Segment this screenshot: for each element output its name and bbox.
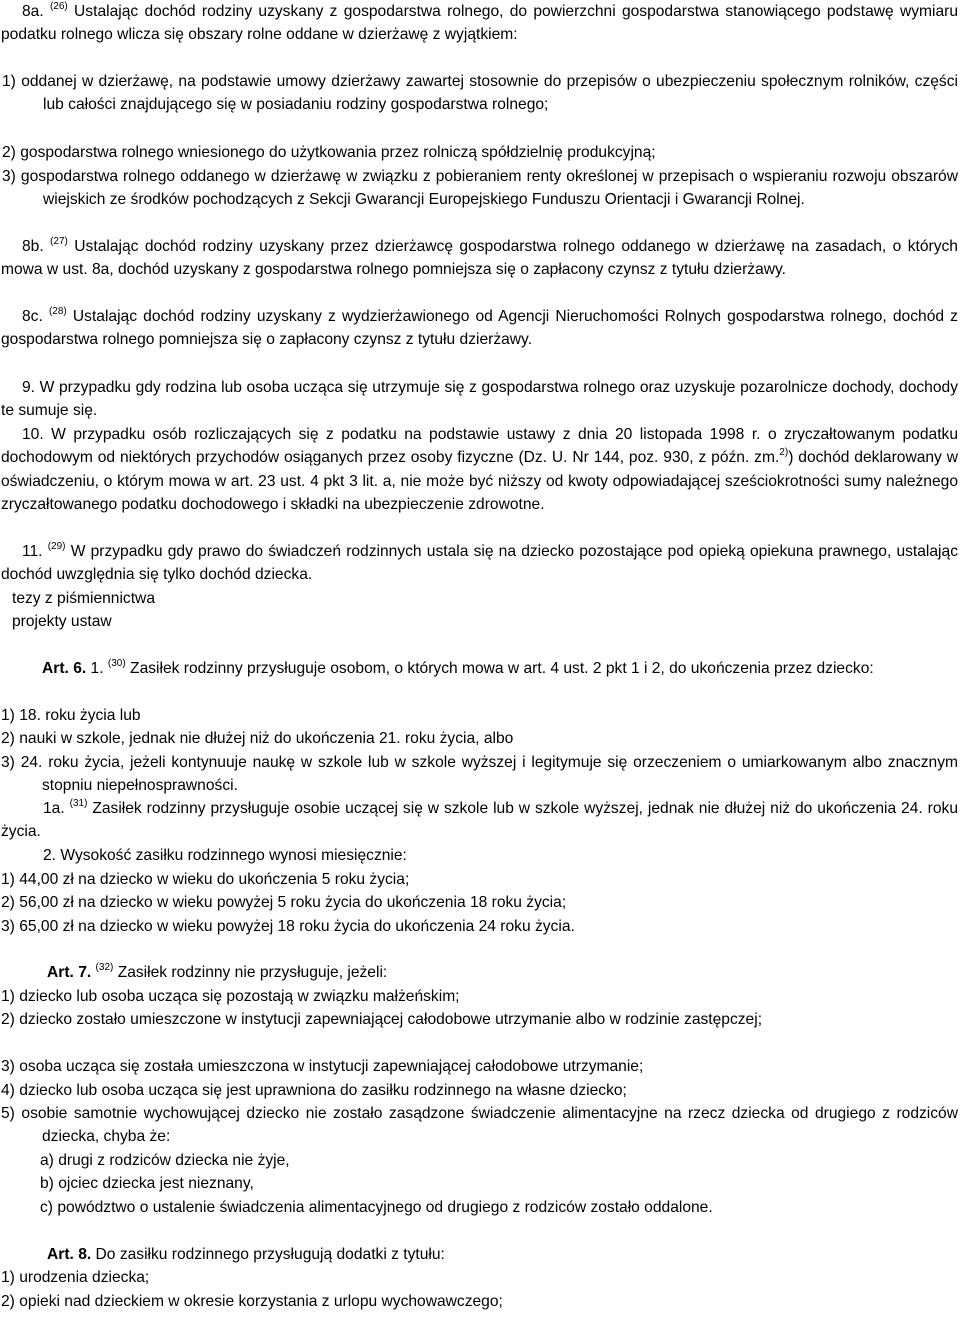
paragraph-number: 9.: [22, 379, 36, 396]
list-number: 3): [2, 168, 16, 185]
paragraph-number: 2.: [43, 847, 57, 864]
sublist-letter: c): [40, 1199, 53, 1216]
list-text: nauki w szkole, jednak nie dłużej niż do ukończenia 21. roku życia, albo: [19, 730, 514, 747]
commentary-link-label: tezy z piśmiennictwa: [12, 590, 155, 607]
sublist-item: [1, 1149, 958, 1172]
sublist-item: [1, 1172, 958, 1195]
article-heading: Art. 6.: [42, 660, 87, 677]
list-item: [1, 70, 958, 117]
sublist-text: powództwo o ustalenie świadczenia alimentacyjnego od drugiego z rodziców zostało oddalone.: [57, 1199, 713, 1216]
list-text: osoba ucząca się została umieszczona w instytucji zapewniającej całodobowe utrzymanie;: [19, 1058, 644, 1075]
list-number: 2): [1, 1011, 15, 1028]
footnote-ref: (27): [50, 236, 68, 247]
paragraph-text: W przypadku gdy rodzina lub osoba ucząca się utrzymuje się z gospodarstwa rolnego oraz uzyskuje pozarolnicze dochody, dochody te sumuje się.: [1, 379, 958, 420]
footnote-ref: (29): [47, 541, 66, 552]
paragraph-text: Ustalając dochód rodziny uzyskany z wydzierżawionego od Agencji Nieruchomości Rolnych gospodarstwa rolnego, dochód z gospodarstwa rolnego pomniejsza się o zapłacony czynsz z tytułu dzierżawy.: [1, 308, 958, 349]
list-number: 4): [1, 1082, 15, 1099]
list-text: 18. roku życia lub: [19, 707, 141, 724]
list-item: [1, 1102, 958, 1149]
commentary-link[interactable]: [12, 587, 958, 610]
article-6-paragraph-1: [1, 657, 958, 680]
list-text: urodzenia dziecka;: [19, 1269, 150, 1286]
list-item: [1, 751, 958, 798]
list-item: [1, 868, 958, 891]
list-item: [1, 1290, 958, 1313]
footnote-ref: (30): [107, 658, 126, 669]
article-6-paragraph-1a: [1, 797, 958, 844]
footnote-ref: (31): [69, 798, 88, 809]
list-text: 24. roku życia, jeżeli kontynuuje naukę w szkole lub w szkole wyższej i legitymuje się orzeczeniem o umiarkowanym albo znacznym stopniu niepełnosprawności.: [20, 754, 958, 795]
paragraph-number: 11.: [22, 543, 43, 560]
list-text: 56,00 zł na dziecko w wieku powyżej 5 roku życia do ukończenia 18 roku życia;: [19, 894, 567, 911]
list-text: osobie samotnie wychowującej dziecko nie zostało zasądzone świadczenie alimentacyjne na rzecz dziecka od drugiego z rodziców dziecka, chyba że:: [21, 1105, 958, 1146]
paragraph-8a: [1, 0, 958, 47]
list-text: dziecko zostało umieszczone w instytucji zapewniającej całodobowe utrzymanie albo w rodzinie zastępczej;: [19, 1011, 763, 1028]
list-item: [1, 704, 958, 727]
paragraph-text: Do zasiłku rodzinnego przysługują dodatki z tytułu:: [95, 1246, 445, 1263]
paragraph-10: [1, 423, 958, 517]
list-number: 2): [1, 1293, 15, 1310]
paragraph-9: [1, 376, 958, 423]
sublist-text: ojciec dziecka jest nieznany,: [58, 1175, 254, 1192]
paragraph-11: [1, 540, 958, 587]
list-item: [1, 727, 958, 750]
list-item: [1, 1008, 958, 1031]
article-6-paragraph-2: [1, 844, 958, 867]
paragraph-text: ) dochód deklarowany w oświadczeniu, o którym mowa w art. 23 ust. 4 pkt 3 lit. a, nie może być niższy od kwoty odpowiadającej sześciokrotności sumy należnego zryczałtowanego podatku dochodowego i składki na ubezpieczenie zdrowotne.: [1, 449, 958, 514]
article-heading: Art. 7.: [47, 964, 92, 981]
list-number: 2): [1, 894, 15, 911]
paragraph-number: 1.: [90, 660, 104, 677]
list-number: 3): [1, 918, 15, 935]
footnote-ref: (26): [49, 1, 68, 12]
article-8: [1, 1243, 958, 1266]
paragraph-text: Zasiłek rodzinny nie przysługuje, jeżeli:: [117, 964, 388, 981]
list-number: 1): [1, 1269, 15, 1286]
list-item: [1, 1055, 958, 1078]
list-number: 1): [1, 988, 15, 1005]
paragraph-number: 8a.: [22, 3, 44, 20]
draft-laws-link[interactable]: [12, 610, 958, 633]
list-number: 1): [2, 73, 16, 90]
list-number: 1): [1, 707, 15, 724]
footnote-ref: (32): [95, 962, 114, 973]
paragraph-8b: [1, 235, 958, 282]
list-item: [1, 985, 958, 1008]
paragraph-8c: [1, 305, 958, 352]
list-text: oddanej w dzierżawę, na podstawie umowy dzierżawy zawartej stosownie do przepisów o ubezpieczeniu społecznym rolników, części lub całości znajdującego się w posiadaniu rodziny gospodarstwa rolnego;: [21, 73, 958, 114]
paragraph-text: Ustalając dochód rodziny uzyskany z gospodarstwa rolnego, do powierzchni gospodarstwa stanowiącego podstawę wymiaru podatku rolnego wlicza się obszary rolne oddane w dzierżawę z wyjątkiem:: [1, 3, 958, 44]
list-number: 5): [1, 1105, 15, 1122]
paragraph-text: Ustalając dochód rodziny uzyskany przez dzierżawcę gospodarstwa rolnego oddanego w dzierżawę na zasadach, o których mowa w ust. 8a, dochód uzyskany z gospodarstwa rolnego pomniejsza się o zapłacony czynsz z tytułu dzierżawy.: [1, 238, 958, 279]
article-heading: Art. 8.: [47, 1246, 92, 1263]
paragraph-text: Zasiłek rodzinny przysługuje osobie uczącej się w szkole lub w szkole wyższej, jednak nie dłużej niż do ukończenia 24. roku życia.: [1, 800, 958, 841]
list-item: [1, 141, 958, 164]
list-number: 3): [1, 754, 15, 771]
list-number: 1): [1, 871, 15, 888]
paragraph-number: 10.: [22, 426, 44, 443]
draft-laws-link-label: projekty ustaw: [12, 613, 112, 630]
list-item: [1, 165, 958, 212]
list-text: 65,00 zł na dziecko w wieku powyżej 18 roku życia do ukończenia 24 roku życia.: [19, 918, 575, 935]
paragraph-text: Wysokość zasiłku rodzinnego wynosi miesięcznie:: [60, 847, 407, 864]
list-item: [1, 1079, 958, 1102]
footnote-ref: 2): [779, 447, 789, 459]
sublist-text: drugi z rodziców dziecka nie żyje,: [58, 1152, 290, 1169]
list-text: 44,00 zł na dziecko w wieku do ukończenia 5 roku życia;: [19, 871, 410, 888]
paragraph-number: 8c.: [22, 308, 43, 325]
list-text: dziecko lub osoba ucząca się jest uprawniona do zasiłku rodzinnego na własne dziecko;: [19, 1082, 627, 1099]
sublist-item: [1, 1196, 958, 1219]
list-text: gospodarstwa rolnego wniesionego do użytkowania przez rolniczą spółdzielnię produkcyjną;: [20, 144, 656, 161]
list-item: [1, 915, 958, 938]
sublist-letter: a): [40, 1152, 54, 1169]
list-text: dziecko lub osoba ucząca się pozostają w związku małżeńskim;: [19, 988, 460, 1005]
paragraph-text: W przypadku gdy prawo do świadczeń rodzinnych ustala się na dziecko pozostające pod opieką opiekuna prawnego, ustalając dochód uwzględnia się tylko dochód dziecka.: [1, 543, 958, 584]
list-number: 2): [2, 144, 16, 161]
list-item: [1, 1266, 958, 1289]
list-number: 3): [1, 1058, 15, 1075]
article-7: [1, 961, 958, 984]
paragraph-text: Zasiłek rodzinny przysługuje osobom, o których mowa w art. 4 ust. 2 pkt 1 i 2, do ukończenia przez dziecko:: [130, 660, 874, 677]
paragraph-number: 8b.: [22, 238, 44, 255]
paragraph-number: 1a.: [43, 800, 65, 817]
footnote-ref: (28): [48, 306, 67, 317]
list-text: gospodarstwa rolnego oddanego w dzierżawę w związku z pobieraniem renty określonej w przepisach o wspieraniu rozwoju obszarów wiejskich ze środków pochodzących z Sekcji Gwarancji Europejskiego Funduszu Orientacji i Gwarancji Rolnej.: [20, 168, 958, 209]
list-number: 2): [1, 730, 15, 747]
sublist-letter: b): [40, 1175, 54, 1192]
paragraph-text: W przypadku osób rozliczających się z podatku na podstawie ustawy z dnia 20 listopada 1998 r. o zryczałtowanym podatku dochodowym od niektórych przychodów osiąganych przez osoby fizyczne (Dz. U. Nr 144, poz. 930, z późn. zm.: [1, 426, 958, 467]
list-item: [1, 891, 958, 914]
list-text: opieki nad dzieckiem w okresie korzystania z urlopu wychowawczego;: [19, 1293, 503, 1310]
